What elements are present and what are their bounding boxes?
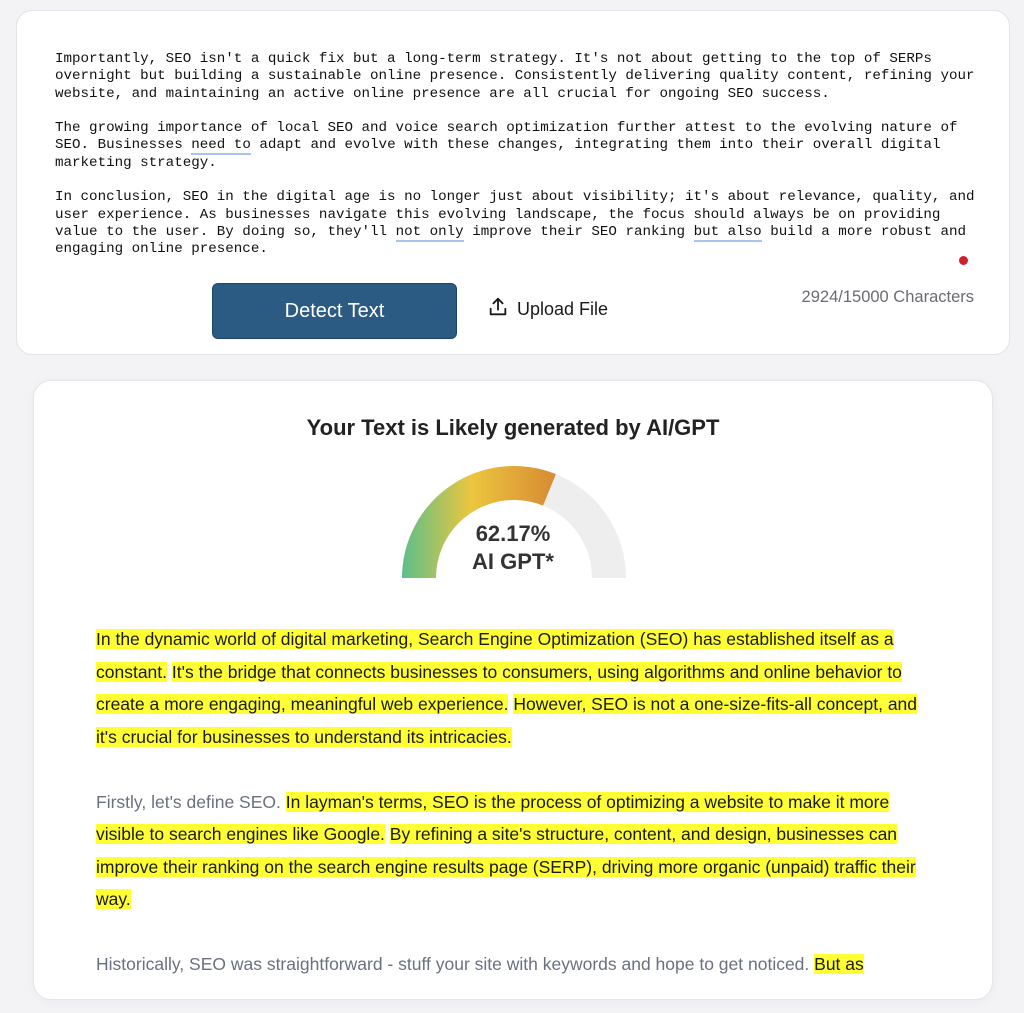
human-sentence: Historically, SEO was straightforward - stuff your site with keywords and hope to get noticed. [96,954,815,974]
ai-highlighted-sentence: But as [814,954,864,974]
ai-highlighted-sentence: It's the bridge that connects businesses to consumers, using algorithms and online behavior to create a more engaging, meaningful web experience. [96,661,902,714]
editor-paragraph [55,120,980,172]
analysis-paragraph [96,948,926,981]
ai-highlighted-sentence: In the dynamic world of digital marketing, Search Engine Optimization (SEO) has established itself as a constant. [96,629,894,682]
ai-highlighted-sentence: By refining a site's structure, content, and design, businesses can improve their ranking on the search engine results page (SERP), driving more organic (unpaid) traffic their way. [96,824,916,909]
ai-gpt-label: AI GPT* [472,549,554,574]
upload-file-label: Upload File [517,298,609,319]
analysis-text [96,623,926,1013]
character-count: 2924/15000 Characters [801,288,974,306]
ai-percentage: 62.17% [475,521,551,546]
text-input-card [16,10,1010,355]
human-sentence: Firstly, let's define SEO. [96,791,286,812]
editor-text: Importantly, SEO isn't a quick fix but a long-term strategy. It's not about getting to the top of SERPs overnight but building a sustainable online presence. Consistently delivering quality content, refining your website, and maintaining an active online presence are all crucial for ongoing SEO success. [55,51,984,102]
text-editor[interactable] [55,51,984,276]
detect-text-button[interactable]: Detect Text [212,283,457,339]
status-dot [959,256,968,265]
editor-paragraph [55,189,984,258]
upload-file-button[interactable] [487,293,608,325]
suggestion-underline[interactable]: need to [191,137,251,154]
result-card [33,380,993,1000]
editor-paragraph [55,51,984,103]
suggestion-underline[interactable]: not only [395,223,464,240]
suggestion-underline[interactable]: but also [693,223,762,240]
editor-text: improve their SEO ranking [463,223,694,240]
editor-text: The growing importance of local SEO and voice search optimization further attest to the evolving nature of SEO. Businesses [55,120,966,154]
editor-text: adapt and evolve with these changes, integrating them into their overall digital marketing strategy. [55,137,949,171]
editor-text: build a more robust and engaging online presence. [55,223,975,258]
ai-highlighted-sentence: However, SEO is not a one-size-fits-all concept, and it's crucial for businesses to understand its intricacies. [96,694,918,747]
analysis-paragraph [96,623,926,753]
upload-icon [487,296,509,323]
result-title: Your Text is Likely generated by AI/GPT [306,415,720,440]
ai-highlighted-sentence: In layman's terms, SEO is the process of optimizing a website to make it more visible to search engines like Google. [96,791,890,844]
editor-text: In conclusion, SEO in the digital age is no longer just about visibility; it's about relevance, quality, and user experience. As businesses navigate this evolving landscape, the focus should always be on providing value to the user. By doing so, they'll [55,189,984,240]
analysis-paragraph [96,786,926,916]
